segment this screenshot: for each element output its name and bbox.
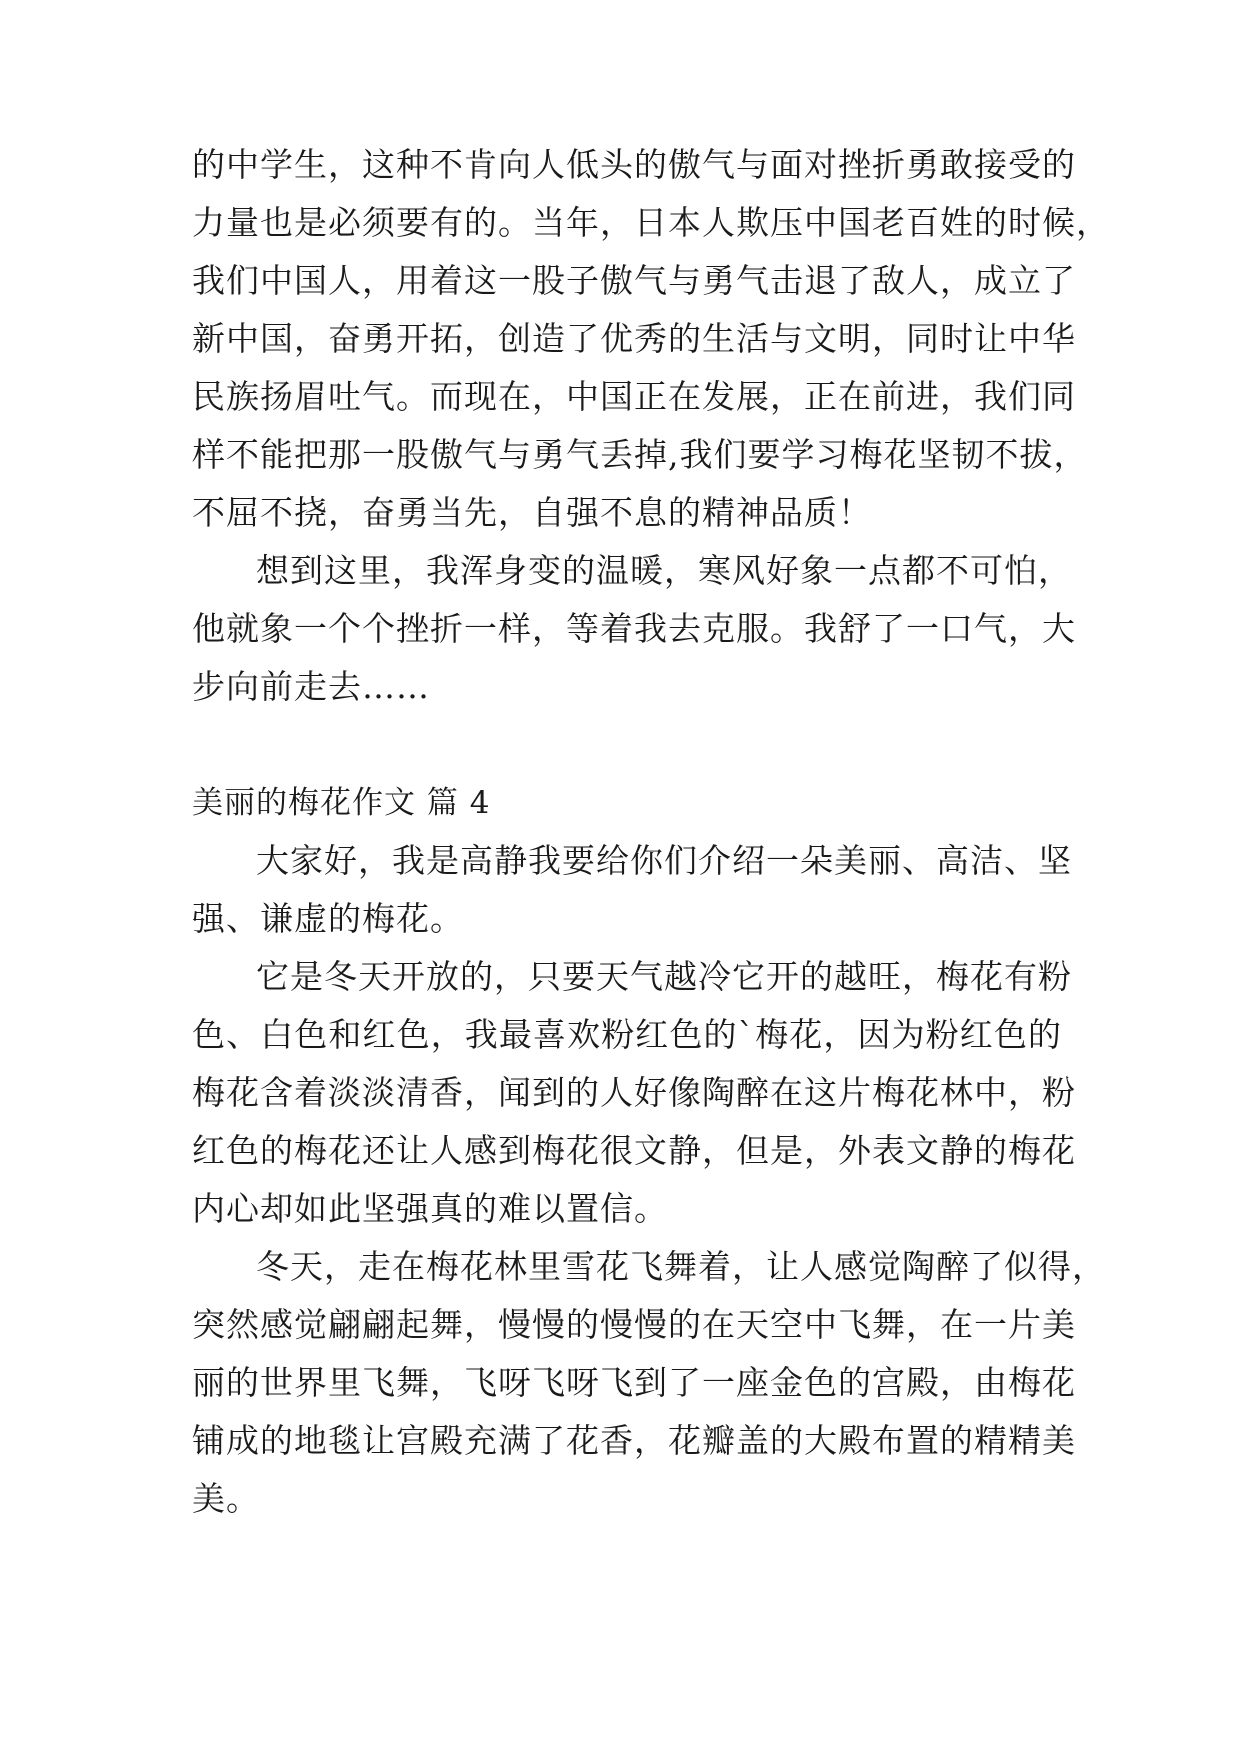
text-line: 的中学生，这种不肯向人低头的傲气与面对挫折勇敢接受的 — [192, 145, 1076, 184]
text-line: 色、白色和红色，我最喜欢粉红色的`梅花，因为粉红色的 — [192, 1015, 1062, 1054]
paragraph-first-line: 大家好，我是高静我要给你们介绍一朵美丽、高洁、坚 — [256, 841, 1072, 880]
text-line: 不屈不挠，奋勇当先，自强不息的精神品质！ — [192, 493, 872, 532]
text-line: 铺成的地毯让宫殿充满了花香，花瓣盖的大殿布置的精精美 — [192, 1421, 1076, 1460]
text-line: 红色的梅花还让人感到梅花很文静，但是，外表文静的梅花 — [192, 1131, 1076, 1170]
text-line: 力量也是必须要有的。当年，日本人欺压中国老百姓的时候， — [192, 203, 1110, 242]
paragraph-first-line: 冬天，走在梅花林里雪花飞舞着，让人感觉陶醉了似得， — [256, 1247, 1106, 1286]
text-line: 我们中国人，用着这一股子傲气与勇气击退了敌人，成立了 — [192, 261, 1076, 300]
text-line: 突然感觉翩翩起舞，慢慢的慢慢的在天空中飞舞，在一片美 — [192, 1305, 1076, 1344]
text-line: 梅花含着淡淡清香，闻到的人好像陶醉在这片梅花林中，粉 — [192, 1073, 1076, 1112]
section-title: 美丽的梅花作文 篇 4 — [192, 785, 491, 821]
paragraph-first-line: 想到这里，我浑身变的温暖，寒风好象一点都不可怕， — [256, 551, 1072, 590]
text-line: 内心却如此坚强真的难以置信。 — [192, 1189, 668, 1228]
text-line: 丽的世界里飞舞，飞呀飞呀飞到了一座金色的宫殿，由梅花 — [192, 1363, 1076, 1402]
text-line: 新中国，奋勇开拓，创造了优秀的生活与文明，同时让中华 — [192, 319, 1076, 358]
text-line: 强、谦虚的梅花。 — [192, 899, 464, 938]
text-line: 步向前走去…… — [192, 667, 430, 706]
text-line: 民族扬眉吐气。而现在，中国正在发展，正在前进，我们同 — [192, 377, 1076, 416]
text-line: 美。 — [192, 1479, 260, 1518]
paragraph-first-line: 它是冬天开放的，只要天气越冷它开的越旺，梅花有粉 — [256, 957, 1072, 996]
text-line: 样不能把那一股傲气与勇气丢掉,我们要学习梅花坚韧不拔， — [192, 435, 1088, 474]
text-line: 他就象一个个挫折一样，等着我去克服。我舒了一口气，大 — [192, 609, 1076, 648]
